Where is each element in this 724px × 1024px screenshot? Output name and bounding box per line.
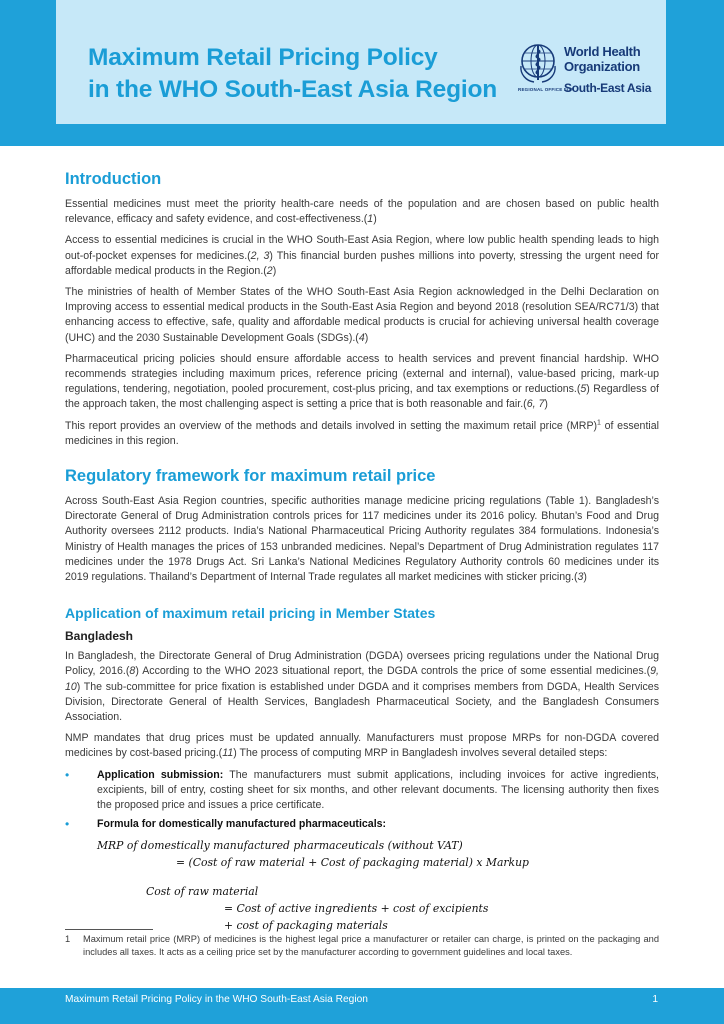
who-org-name-line-2: Organization (564, 59, 640, 74)
who-org-name-line-1: World Health (564, 44, 641, 59)
formula-line: MRP of domestically manufactured pharmaceuticals (without VAT) (97, 838, 463, 852)
footnote (65, 933, 659, 959)
list-item-lead: Application submission: (97, 768, 224, 781)
citation: 1 (367, 213, 374, 226)
main-content (65, 168, 659, 934)
citation: 2 (266, 264, 273, 277)
citation: 11 (222, 747, 234, 760)
regulatory-framework-heading: Regulatory framework for maximum retail price (65, 467, 436, 486)
citation: 9, 10 (65, 665, 659, 693)
text-run: of essential medicines in this region. (65, 419, 659, 447)
footnote-marker[interactable]: 1 (597, 419, 601, 427)
text-run: ) (364, 331, 369, 344)
header-banner (0, 0, 724, 146)
citation: 3 (577, 571, 584, 584)
footnote-text: Maximum retail price (MRP) of medicines is the highest legal price a manufacturer or retailer can charge, is printed on the packaging and includes all taxes. It acts as a ceiling price set by the manufacturer according to government guidelines and local taxes. (83, 934, 659, 958)
application-heading: Application of maximum retail pricing in Member States (65, 605, 436, 622)
citation: 4 (358, 331, 365, 344)
text-run: ) (373, 213, 377, 226)
text-run: ) (544, 398, 548, 411)
bangladesh-paragraph-1 (65, 649, 659, 725)
text-run: Pharmaceutical pricing policies should ensure affordable access to health services and prevent financial hardship. WHO recommends strategies including maximum prices, reference pricing (external and internal), value-based pricing, mark-up regulations, tendering, negotiation, pooled procurement, cost-plus pricing, and tax exemptions or reductions.( (65, 352, 659, 396)
header-panel (56, 0, 666, 124)
text-run: Across South-East Asia Region countries, specific authorities manage medicine pricing regulations (Table 1). Bangladesh’s Directorate General of Drug Administration controls prices for 117 medicines under its 2016 policy. Bhutan’s Food and Drug Authority oversees 2112 products. India’s National Pharmaceutical Pricing Authority regulates 384 formulations. Indonesia’s Ministry of Health manages the prices of 153 unbranded medicines. Nepal’s Department of Drug Administration regulates 117 medicines under the 1978 Drugs Act. Sri Lanka’s National Medicines Regulatory Authority controls 60 medicines under its 2019 regulations. Thailand’s Department of Internal Trade regulates all market medicines with sticker pricing.( (65, 495, 659, 584)
citation: 2, 3 (250, 249, 270, 262)
intro-paragraph-4 (65, 352, 659, 413)
intro-paragraph-5 (65, 419, 659, 449)
who-regional-office-label: REGIONAL OFFICE FOR (518, 87, 574, 92)
formula-line: + cost of packaging materials (224, 918, 388, 932)
citation: 6, 7 (526, 398, 545, 411)
intro-paragraph-3 (65, 285, 659, 346)
report-title-line-2: in the WHO South-East Asia Region (88, 76, 498, 103)
report-title (88, 42, 508, 106)
list-item (65, 817, 659, 832)
country-heading-bangladesh: Bangladesh (65, 629, 134, 644)
footer-title: Maximum Retail Pricing Policy in the WHO South-East Asia Region (65, 994, 368, 1005)
text-run: ) Regardless of the approach taken, the most challenging aspect is setting a price that is both reasonable and fair.( (65, 383, 659, 411)
who-emblem-icon (518, 42, 558, 84)
footnote-number: 1 (65, 934, 71, 944)
page-number: 1 (652, 994, 658, 1005)
citation: 8 (129, 665, 136, 678)
list-item-lead: Formula for domestically manufactured pharmaceuticals: (97, 818, 387, 831)
text-run: NMP mandates that drug prices must be updated annually. Manufacturers must propose MRPs for non-DGDA covered medicines by cost-based pricing.( (65, 732, 659, 760)
formula-line: Cost of raw material (146, 884, 259, 898)
list-item (65, 768, 659, 814)
who-org-name (564, 44, 640, 74)
text-run: ) (272, 264, 277, 277)
text-run: ) (583, 571, 587, 584)
text-run: ) According to the WHO 2023 situational report, the DGDA controls the price of some essential medicines.( (135, 665, 651, 678)
formula-line: = (Cost of raw material + Cost of packaging material) x Markup (176, 855, 529, 869)
bangladesh-paragraph-2 (65, 731, 659, 761)
report-title-line-1: Maximum Retail Pricing Policy (88, 44, 438, 71)
text-run: Essential medicines must meet the priority health-care needs of the population and are chosen based on public health relevance, efficacy and safety evidence, and cost-effectiveness.( (65, 198, 659, 226)
text-run: ) The process of computing MRP in Bangladesh involves several detailed steps: (233, 747, 608, 760)
text-run: ) This financial burden pushes millions into poverty, stressing the urgent need for affordable medical products in the Region.( (65, 249, 659, 277)
mrp-formula (65, 837, 659, 934)
formula-line: = Cost of active ingredients + cost of excipients (224, 901, 489, 915)
mrp-steps-list (65, 768, 659, 833)
regulatory-paragraph-1 (65, 494, 659, 585)
footer-bar (0, 988, 724, 1024)
footnote-divider (65, 929, 153, 930)
intro-paragraph-2 (65, 233, 659, 279)
text-run: ) The sub-committee for price fixation is established under DGDA and it comprises members from DGDA, Health Services Division, Directorate General of Health Services, Bangladesh Pharmaceutical Society, and the Bangladesh Consumers Association. (65, 680, 659, 724)
who-region-name: South-East Asia (564, 81, 652, 95)
list-item-text: The manufacturers must submit applications, including invoices for active ingredients, excipients, bill of entry, costing sheet for six months, and other relevant documents. The licensing authority then fixes the proposed price and issues a price certificate. (97, 768, 660, 812)
intro-paragraph-1 (65, 197, 659, 227)
text-run: In Bangladesh, the Directorate General of Drug Administration (DGDA) oversees pricing regulations under the National Drug Policy, 2016.( (65, 650, 659, 678)
text-run: Access to essential medicines is crucial in the WHO South-East Asia Region, where low public health spending leads to high out-of-pocket expenses for medicines.( (65, 234, 659, 262)
text-run: This report provides an overview of the methods and details involved in setting the maximum retail price (MRP) (65, 419, 598, 432)
who-logo (516, 42, 666, 102)
introduction-heading: Introduction (65, 170, 162, 188)
text-run: The ministries of health of Member States of the WHO South-East Asia Region acknowledged in the Delhi Declaration on Improving access to essential medical products in the South-East Asia Region and beyond 2018 (resolution SEA/RC71/3) that enhancing access to effective, safe, quality and affordable medical products is crucial for achieving universal health coverage (UHC) and the 2030 Sustainable Development Goals (SDGs).( (65, 286, 659, 344)
citation: 5 (580, 383, 587, 396)
